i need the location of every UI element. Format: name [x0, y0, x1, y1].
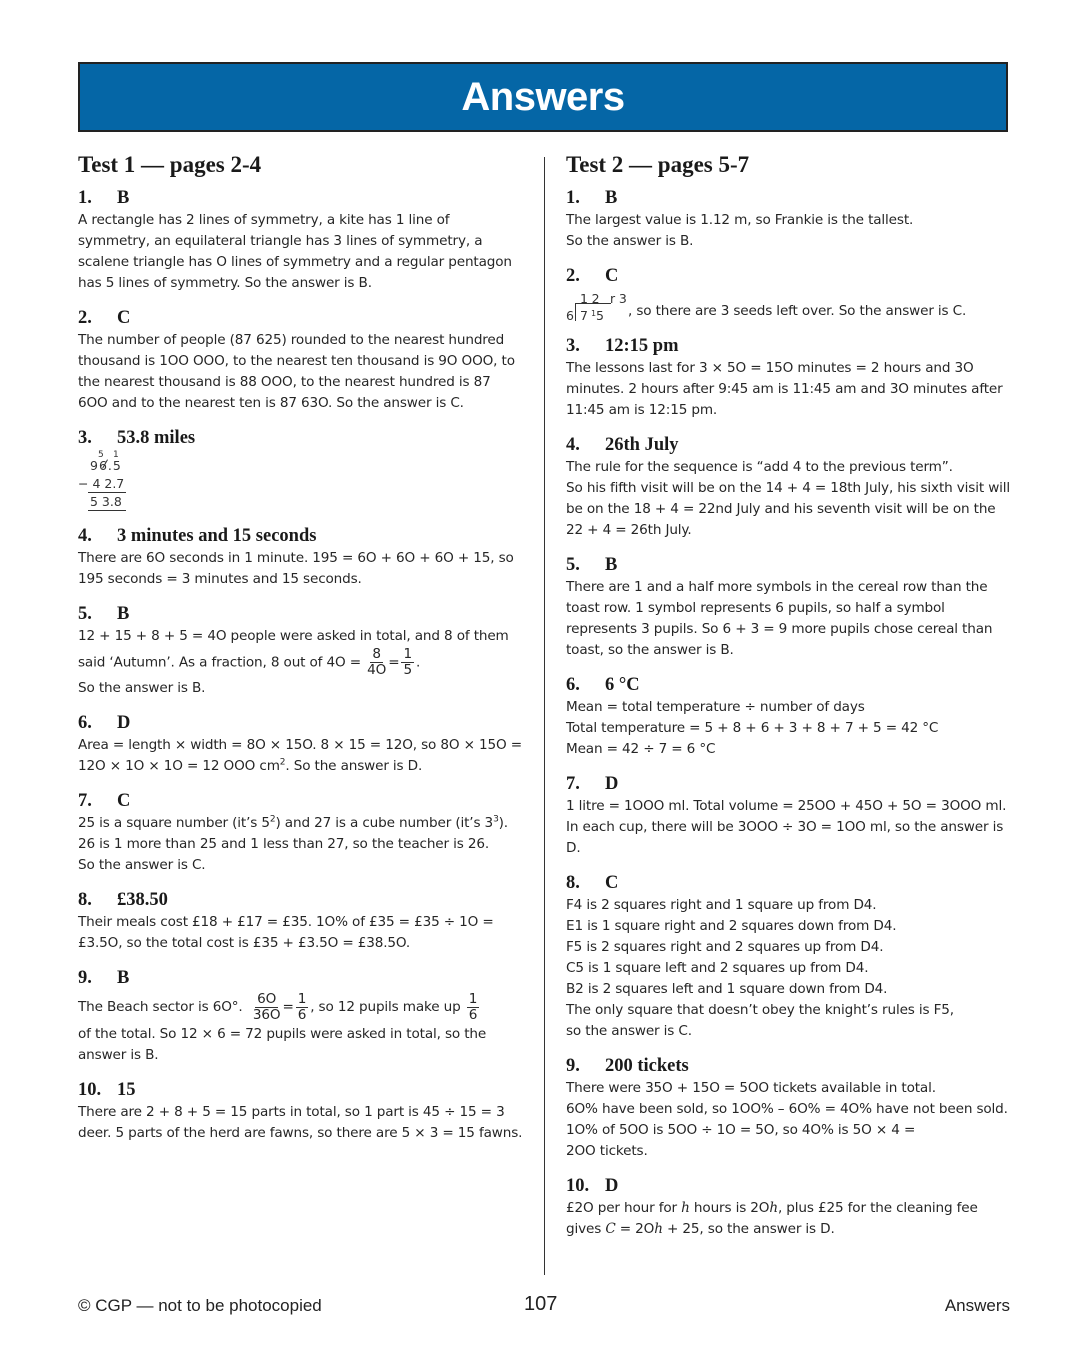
explanation-line: So the answer is B.	[566, 233, 694, 249]
question-number: 10.	[566, 1176, 590, 1196]
explanation-line: C5 is 1 square left and 2 squares up from D4.	[566, 960, 869, 976]
explanation-text: + 25, so the answer is D.	[662, 1221, 835, 1237]
explanation-line: E1 is 1 square right and 2 squares down from D4.	[566, 918, 897, 934]
short-division-working	[566, 288, 628, 322]
question-answer: C	[605, 266, 619, 286]
carry-digit: 5	[98, 450, 104, 460]
remainder: r 3	[610, 291, 627, 306]
test1-q10	[78, 1078, 523, 1144]
test1-q5	[78, 602, 523, 699]
page-number: 107	[524, 1293, 558, 1315]
quotient: 1 2	[580, 291, 600, 306]
explanation-text: of the total. So 12 × 6 = 72 pupils were asked in total, so the answer is B.	[78, 1026, 487, 1063]
question-number: 5.	[566, 555, 580, 575]
test2-q8	[566, 871, 1016, 1042]
question-answer: B	[117, 188, 130, 208]
subtrahend: − 4 2.7	[78, 476, 125, 491]
question-explanation: The number of people (87 625) rounded to the nearest hundred thousand is 1OO OOO, to the nearest ten thousand is 9O OOO, to the nearest thousand is 88 OOO, to the nearest hundred is 87 6OO and to the nearest ten is 87 63O. So the answer is C.	[78, 332, 515, 411]
section-label: Answers	[944, 1296, 1010, 1315]
question-answer: B	[117, 604, 130, 624]
test2-q1	[566, 186, 1016, 252]
explanation-line: Mean = 42 ÷ 7 = 6 °C	[566, 741, 716, 757]
question-answer: C	[605, 873, 619, 893]
question-answer: 6 °C	[605, 675, 640, 695]
explanation-line: so the answer is C.	[566, 1023, 692, 1039]
subtraction-working	[78, 450, 138, 512]
variable: C	[605, 1221, 616, 1237]
test1-q7	[78, 789, 523, 876]
question-explanation: 12 + 15 + 8 + 5 = 4O people were asked in total, and 8 of them	[78, 628, 509, 644]
question-number: 7.	[78, 791, 92, 811]
question-number: 10.	[78, 1080, 102, 1100]
page-banner	[78, 62, 1008, 132]
explanation-line: 2OO tickets.	[566, 1143, 648, 1159]
explanation-text: £2O per hour for	[566, 1200, 682, 1216]
variable: h	[681, 1200, 690, 1216]
explanation-text: , so 12 pupils make up	[310, 999, 461, 1015]
question-number: 9.	[566, 1056, 580, 1076]
test1-q6	[78, 711, 523, 777]
question-number: 6.	[566, 675, 580, 695]
question-answer: D	[605, 774, 619, 794]
question-number: 4.	[566, 435, 580, 455]
question-explanation: A rectangle has 2 lines of symmetry, a kite has 1 line of symmetry, an equilateral triangle has 3 lines of symmetry, a scalene triangle has O lines of symmetry and a regular pentagon has 5 lines of symmetry. So the answer is B.	[78, 212, 512, 291]
test2-q6	[566, 673, 1016, 760]
explanation-line: There were 35O + 15O = 5OO tickets available in total.	[566, 1080, 936, 1096]
numerator: 6O	[257, 990, 277, 1007]
test2-title: Test 2 — pages 5-7	[566, 152, 750, 177]
question-number: 4.	[78, 526, 92, 546]
explanation-text: The Beach sector is 6O°.	[78, 999, 243, 1015]
question-explanation: The lessons last for 3 × 5O = 15O minutes = 2 hours and 3O minutes. 2 hours after 9:45 am is 11:45 am and 3O minutes after 11:45 am is 12:15 pm.	[566, 360, 1003, 418]
explanation-line: So his fifth visit will be on the 14 + 4 = 18th July, his sixth visit will be on the 18 + 4 = 22nd July and his seventh visit will be on the 22 + 4 = 26th July.	[566, 480, 1011, 538]
variable: h	[654, 1221, 663, 1237]
test2-q5	[566, 553, 1016, 661]
question-number: 8.	[566, 873, 580, 893]
divisor: 6	[566, 308, 574, 323]
numerator: 1	[468, 990, 478, 1007]
question-answer: C	[117, 791, 131, 811]
explanation-text: ) and 27 is a cube number (it’s 3	[275, 815, 494, 831]
fraction	[467, 992, 480, 1023]
question-answer: 12:15 pm	[605, 336, 679, 356]
explanation-text: , so there are 3 seeds left over. So the answer is C.	[628, 303, 967, 319]
explanation-line: 6O% have been sold, so 1OO% – 6O% = 4O% have not been sold.	[566, 1101, 1008, 1117]
superscript: 3	[493, 814, 499, 825]
fraction	[253, 992, 281, 1023]
denominator: 6	[468, 1006, 478, 1023]
test1-q4	[78, 524, 523, 590]
minuend: 96.5	[90, 458, 122, 473]
test2-column	[566, 150, 1016, 1252]
numerator: 1	[403, 646, 412, 662]
question-explanation: There are 1 and a half more symbols in the cereal row than the toast row. 1 symbol represents 6 pupils, so half a symbol represents 3 pupils. So 6 + 3 = 9 more pupils chose cereal than toast, so the answer is B.	[566, 579, 993, 658]
question-answer: B	[605, 188, 618, 208]
explanation-text: hours is 2O	[689, 1200, 770, 1216]
column-divider	[544, 157, 545, 1275]
dividend-digit: 5	[596, 308, 604, 323]
carry-digit: 1	[591, 309, 596, 318]
fraction	[401, 647, 414, 678]
numerator: 1	[297, 990, 307, 1007]
numerator: 8	[372, 646, 381, 662]
question-number: 2.	[78, 308, 92, 328]
test1-title: Test 1 — pages 2-4	[78, 152, 262, 177]
question-answer: 26th July	[605, 435, 679, 455]
explanation-text: 26 is 1 more than 25 and 1 less than 27, so the teacher is 26.	[78, 836, 490, 852]
question-number: 3.	[566, 336, 580, 356]
question-explanation: Area = length × width = 8O × 15O. 8 × 15 = 12O, so 8O × 15O = 12O × 1O × 1O = 12 OOO cm	[78, 737, 522, 774]
explanation-text: , plus £25 for the cleaning fee gives	[566, 1200, 978, 1237]
explanation-line: Mean = total temperature ÷ number of days	[566, 699, 865, 715]
difference: 5 3.8	[90, 494, 122, 509]
question-explanation: 1 litre = 1OOO ml. Total volume = 25OO + 45O + 5O = 3OOO ml. In each cup, there will be 3OOO ÷ 3O = 1OO ml, so the answer is D.	[566, 798, 1007, 856]
question-answer: D	[117, 713, 131, 733]
explanation-line: The largest value is 1.12 m, so Frankie is the tallest.	[566, 212, 914, 228]
question-answer: C	[117, 308, 131, 328]
question-number: 7.	[566, 774, 580, 794]
question-answer: B	[117, 968, 130, 988]
explanation-line: 1O% of 5OO is 5OO ÷ 1O = 5O, so 4O% is 5O × 4 =	[566, 1122, 916, 1138]
question-number: 3.	[78, 428, 92, 448]
question-number: 6.	[78, 713, 92, 733]
question-number: 2.	[566, 266, 580, 286]
test2-q7	[566, 772, 1016, 859]
test1-q2	[78, 306, 523, 414]
question-answer: 3 minutes and 15 seconds	[117, 526, 317, 546]
explanation-line: Total temperature = 5 + 8 + 6 + 3 + 8 + 7 + 5 = 42 °C	[566, 720, 939, 736]
explanation-text: said ‘Autumn’. As a fraction, 8 out of 4O =	[78, 654, 361, 671]
denominator: 6	[297, 1006, 307, 1023]
test2-q2	[566, 264, 1016, 322]
explanation-line: F5 is 2 squares right and 2 squares up from D4.	[566, 939, 884, 955]
question-explanation: There are 2 + 8 + 5 = 15 parts in total, so 1 part is 45 ÷ 15 = 3 deer. 5 parts of the herd are fawns, so there are 5 × 3 = 15 fawns.	[78, 1104, 523, 1141]
result-line	[88, 492, 126, 493]
question-explanation: There are 6O seconds in 1 minute. 195 = 6O + 6O + 6O + 15, so 195 seconds = 3 minutes and 15 seconds.	[78, 550, 514, 587]
explanation-text: ).	[498, 815, 508, 831]
dividend-digit: 7	[580, 308, 588, 323]
division-bracket	[575, 303, 576, 321]
test2-q10	[566, 1174, 1016, 1240]
test2-q9	[566, 1054, 1016, 1162]
explanation-line: The only square that doesn’t obey the knight’s rules is F5,	[566, 1002, 954, 1018]
superscript: 2	[279, 757, 286, 768]
denominator: 36O	[252, 1006, 281, 1023]
page-title: Answers	[461, 74, 625, 119]
test1-q1	[78, 186, 523, 294]
equals-sign: =	[388, 654, 400, 671]
question-number: 1.	[566, 188, 580, 208]
explanation-text: = 2O	[615, 1221, 655, 1237]
copyright-notice: © CGP — not to be photocopied	[78, 1296, 322, 1315]
denominator: 5	[403, 662, 412, 678]
result-underline	[88, 510, 126, 511]
fraction	[367, 647, 386, 678]
question-answer: B	[605, 555, 618, 575]
explanation-line: F4 is 2 squares right and 1 square up from D4.	[566, 897, 877, 913]
test2-q4	[566, 433, 1016, 541]
explanation-text: 25 is a square number (it’s 5	[78, 815, 270, 831]
explanation-line: B2 is 2 squares left and 1 square down from D4.	[566, 981, 888, 997]
period: .	[415, 654, 421, 671]
superscript: 2	[269, 814, 276, 825]
fraction	[296, 992, 309, 1023]
question-answer: 200 tickets	[605, 1056, 689, 1076]
question-explanation: Their meals cost £18 + £17 = £35. 1O% of £35 = £35 ÷ 1O = £3.5O, so the total cost is £35 + £3.5O = £38.5O.	[78, 914, 494, 951]
test1-q9	[78, 966, 523, 1066]
question-answer: 53.8 miles	[117, 428, 196, 448]
test1-column	[78, 150, 523, 1156]
question-number: 8.	[78, 890, 92, 910]
explanation-conclusion: So the answer is C.	[78, 857, 206, 873]
equals-sign: =	[282, 999, 294, 1015]
question-number: 5.	[78, 604, 92, 624]
variable: h	[769, 1200, 778, 1216]
explanation-line: The rule for the sequence is “add 4 to the previous term”.	[566, 459, 953, 475]
explanation-conclusion: So the answer is B.	[78, 680, 206, 696]
question-answer: D	[605, 1176, 619, 1196]
carry-digit: 1	[113, 450, 119, 460]
test1-q3	[78, 426, 523, 512]
question-number: 9.	[78, 968, 92, 988]
question-answer: £38.50	[117, 890, 168, 910]
question-number: 1.	[78, 188, 92, 208]
question-answer: 15	[117, 1080, 136, 1100]
explanation-text: . So the answer is D.	[285, 758, 423, 774]
test1-q8	[78, 888, 523, 954]
test2-q3	[566, 334, 1016, 421]
denominator: 4O	[367, 662, 387, 678]
